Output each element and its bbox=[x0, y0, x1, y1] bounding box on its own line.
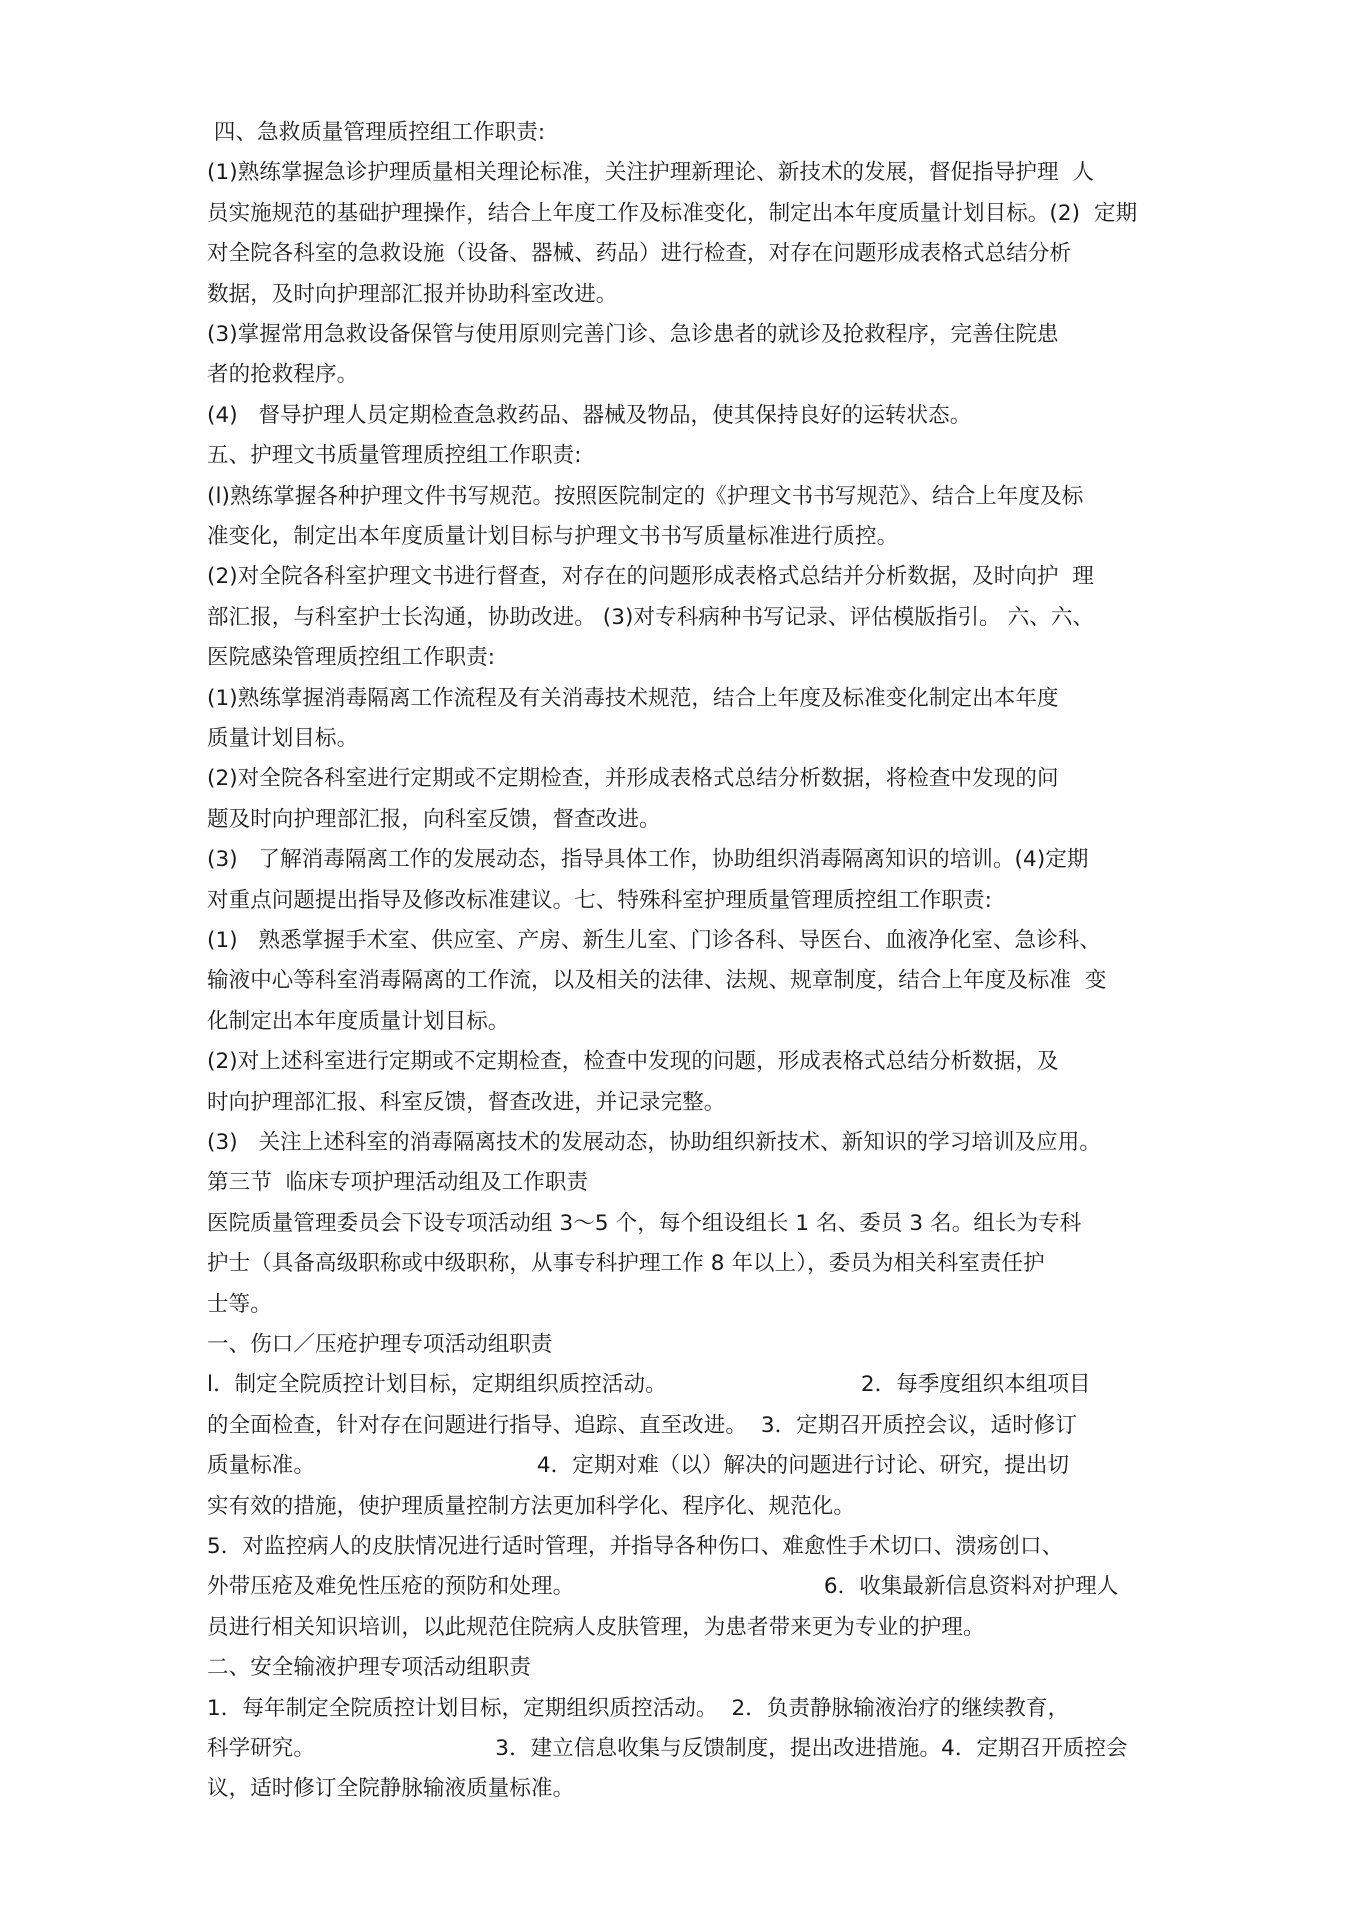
text-line: 对全院各科室的急救设施（设备、器械、药品）进行检查，对存在问题形成表格式总结分析 bbox=[207, 241, 1072, 267]
text-line: 五、护理文书质量管理质控组工作职责: bbox=[207, 443, 582, 469]
text-line: 准变化，制定出本年度质量计划目标与护理文书书写质量标准进行质控。 bbox=[207, 524, 899, 549]
text-line: 第三节 临床专项护理活动组及工作职责 bbox=[207, 1170, 589, 1196]
text-line: 护士（具备高级职称或中级职称，从事专科护理工作 8 年以上），委员为相关科室责任护 bbox=[207, 1251, 1045, 1277]
text-line: 的全面检查，针对存在问题进行指导、追踪、直至改进。 3．定期召开质控会议，适时修订 bbox=[207, 1412, 1078, 1438]
text-line: 输液中心等科室消毒隔离的工作流，以及相关的法律、法规、规章制度，结合上年度及标准 变 bbox=[207, 968, 1107, 994]
text-line: (1)熟练掌握消毒隔离工作流程及有关消毒技术规范，结合上年度及标准变化制定出本年度 bbox=[207, 685, 1059, 711]
text-line: 部汇报，与科室护士长沟通，协助改进。 (3)对专科病种书写记录、评估模版指引。 六、六、 bbox=[207, 604, 1095, 630]
text-line: 议，适时修订全院静脉输液质量标准。 bbox=[207, 1776, 575, 1802]
text-line: (4) 督导护理人员定期检查急救药品、器械及物品，使其保持良好的运转状态。 bbox=[207, 402, 972, 428]
text-line: 质量标准。 4．定期对难（以）解决的问题进行讨论、研究，提出切 bbox=[207, 1453, 1070, 1479]
text-line: 外带压疮及难免性压疮的预防和处理。 6．收集最新信息资料对护理人 bbox=[207, 1574, 1119, 1600]
text-line: 二、安全输液护理专项活动组职责 bbox=[207, 1655, 532, 1681]
text-line: 对重点问题提出指导及修改标准建议。七、特殊科室护理质量管理质控组工作职责: bbox=[207, 887, 992, 913]
text-line: 四、急救质量管理质控组工作职责: bbox=[207, 120, 546, 145]
text-line: 者的抢救程序。 bbox=[207, 362, 359, 388]
text-line: 5．对监控病人的皮肤情况进行适时管理，并指导各种伤口、难愈性手术切口、溃疡创口、 bbox=[207, 1534, 1064, 1559]
text-line: (1)熟练掌握急诊护理质量相关理论标准，关注护理新理论、新技术的发展，督促指导护理 人 bbox=[207, 160, 1095, 186]
text-line: l．制定全院质控计划目标，定期组织质控活动。 2．每季度组织本组项目 bbox=[207, 1372, 1091, 1398]
text-line: 质量计划目标。 bbox=[207, 726, 359, 751]
text-line: (3) 了解消毒隔离工作的发展动态，指导具体工作，协助组织消毒隔离知识的培训。(4)定期 bbox=[207, 847, 1089, 873]
text-line: 员实施规范的基础护理操作，结合上年度工作及标准变化，制定出本年度质量计划目标。(2) 定期 bbox=[207, 200, 1138, 226]
text-line: (3)掌握常用急救设备保管与使用原则完善门诊、急诊患者的就诊及抢救程序，完善住院患 bbox=[207, 322, 1059, 347]
text-line: 实有效的措施，使护理质量控制方法更加科学化、程序化、规范化。 bbox=[207, 1493, 856, 1519]
text-line: 题及时向护理部汇报，向科室反馈，督查改进。 bbox=[207, 806, 661, 832]
text-line: 化制定出本年度质量计划目标。 bbox=[207, 1008, 510, 1034]
text-line: 员进行相关知识培训，以此规范住院病人皮肤管理，为患者带来更为专业的护理。 bbox=[207, 1614, 985, 1640]
text-line: 医院质量管理委员会下设专项活动组 3～5 个，每个组设组长 1 名、委员 3 名。组长为专科 bbox=[207, 1210, 1082, 1236]
text-line: (2)对全院各科室进行定期或不定期检查，并形成表格式总结分析数据，将检查中发现的问 bbox=[207, 766, 1059, 792]
text-line: (2)对上述科室进行定期或不定期检查，检查中发现的问题，形成表格式总结分析数据，及 bbox=[207, 1049, 1059, 1075]
text-line: (2)对全院各科室护理文书进行督查，对存在的问题形成表格式总结并分析数据，及时向护 理 bbox=[207, 564, 1095, 590]
text-line: 士等。 bbox=[207, 1291, 272, 1317]
text-line: (l)熟练掌握各种护理文件书写规范。按照医院制定的《护理文书书写规范》、结合上年度及标 bbox=[207, 483, 1084, 509]
text-line: 科学研究。 3．建立信息收集与反馈制度，提出改进措施。4．定期召开质控会 bbox=[207, 1736, 1128, 1761]
text-line: 1．每年制定全院质控计划目标，定期组织质控活动。 2．负责静脉输液治疗的继续教育， bbox=[207, 1695, 1070, 1721]
text-line: 一、伤口／压疮护理专项活动组职责 bbox=[207, 1332, 553, 1357]
text-line: 时向护理部汇报、科室反馈，督查改进，并记录完整。 bbox=[207, 1089, 726, 1115]
text-line: (3) 关注上述科室的消毒隔离技术的发展动态，协助组织新技术、新知识的学习培训及应用。 bbox=[207, 1130, 1101, 1155]
text-line: (1) 熟悉掌握手术室、供应室、产房、新生儿室、门诊各科、导医台、血液净化室、急诊科、 bbox=[207, 928, 1101, 953]
text-line: 医院感染管理质控组工作职责: bbox=[207, 645, 496, 671]
text-line: 数据，及时向护理部汇报并协助科室改进。 bbox=[207, 281, 618, 307]
